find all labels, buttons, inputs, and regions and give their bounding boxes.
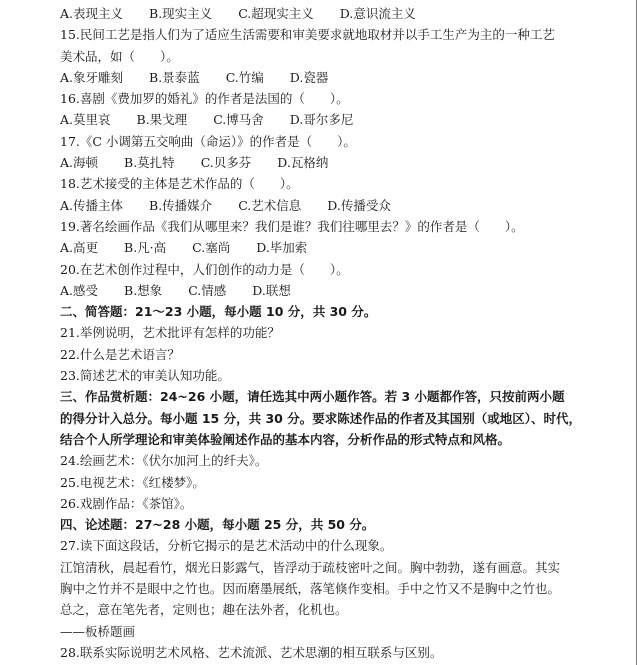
passage-line: 总之，意在笔先者，定则也；趣在法外者，化机也。	[60, 602, 348, 618]
question-25: 25.电视艺术：《红楼梦》。	[60, 474, 205, 490]
question-19: 19.著名绘画作品《我们从哪里来？我们是谁？我们往哪里去？》的作者是（ ）。	[60, 218, 524, 234]
section-heading: 四、论述题：27~28 小题，每小题 25 分，共 50 分。	[60, 517, 375, 533]
options-row	[60, 195, 617, 216]
question-27: 27.读下面这段话，分析它揭示的是艺术活动中的什么现象。	[60, 538, 393, 554]
question-18: 18.艺术接受的主体是艺术作品的（ ）。	[60, 176, 299, 192]
option: A.高更	[60, 240, 99, 256]
options-row	[60, 3, 617, 24]
option: A.传播主体	[60, 197, 124, 213]
option: D.瓦格纳	[277, 155, 329, 171]
option: A.象牙雕刻	[60, 69, 124, 85]
option: D.联想	[252, 282, 291, 298]
option: C.塞尚	[192, 240, 231, 256]
option: B.果戈理	[136, 112, 188, 128]
question-24: 24.绘画艺术：《伏尔加河上的纤夫》。	[60, 453, 268, 469]
options-row	[60, 152, 617, 173]
section-heading: 三、作品赏析题：24~26 小题，请任选其中两小题作答。若 3 小题都作答，只按前两小题	[60, 389, 565, 405]
question-16: 16.喜剧《费加罗的婚礼》的作者是法国的（ ）。	[60, 91, 349, 107]
option: A.表现主义	[60, 6, 124, 21]
section-heading: 二、简答题：21～23 小题，每小题 10 分，共 30 分。	[60, 304, 377, 320]
options-row	[60, 280, 617, 301]
passage-attribution: ——板桥题画	[60, 623, 136, 639]
options-row	[60, 109, 617, 130]
option: D.瓷器	[289, 69, 329, 85]
option: D.意识流主义	[339, 6, 416, 21]
option: B.景泰蓝	[149, 69, 200, 85]
question-22: 22.什么是艺术语言？	[60, 346, 180, 362]
question-15: 15.民间工艺是指人们为了适应生活需要和审美要求就地取材并以手工生产为主的一种工艺	[60, 27, 555, 43]
options-row	[60, 237, 617, 258]
option: C.贝多芬	[200, 155, 252, 171]
passage-line: 江馆清秋，晨起看竹，烟光日影露气，皆浮动于疏枝密叶之间。胸中勃勃，遂有画意。其实	[60, 559, 561, 575]
options-row	[60, 67, 617, 88]
option: B.想象	[124, 282, 163, 298]
option: A.感受	[60, 282, 99, 298]
option: B.传播媒介	[149, 197, 213, 213]
section-instructions: 的得分计入总分。每小题 15 分，共 30 分。要求陈述作品的作者及其国别（或地区）、时代，	[60, 410, 581, 426]
option: D.毕加索	[256, 240, 308, 256]
option: B.现实主义	[149, 6, 213, 21]
section-instructions: 结合个人所学理论和审美体验阐述作品的基本内容，分析作品的形式特点和风格。	[60, 431, 511, 447]
question-20: 20.在艺术创作过程中，人们创作的动力是（ ）。	[60, 261, 349, 277]
option: C.超现实主义	[238, 6, 314, 21]
option: B.莫扎特	[124, 155, 175, 171]
option: D.传播受众	[327, 197, 391, 213]
question-28: 28.联系实际说明艺术风格、艺术流派、艺术思潮的相互联系与区别。	[60, 644, 443, 660]
option: D.哥尔多尼	[289, 112, 354, 128]
question-26: 26.戏剧作品：《茶馆》。	[60, 495, 193, 511]
question-21: 21.举例说明，艺术批评有怎样的功能？	[60, 325, 280, 341]
option: C.竹编	[225, 69, 264, 85]
passage-line: 胸中之竹并不是眼中之竹也。因而磨墨展纸，落笔倏作变相。手中之竹又不是胸中之竹也。	[60, 581, 561, 597]
option: A.莫里哀	[60, 112, 111, 128]
option: B.凡·高	[124, 240, 167, 256]
option: C.情感	[188, 282, 227, 298]
question-17: 17.《C 小调第五交响曲（命运）》的作者是（ ）。	[60, 133, 356, 149]
question-23: 23.简述艺术的审美认知功能。	[60, 368, 230, 384]
option: C.博马舍	[213, 112, 264, 128]
option: A.海顿	[60, 155, 99, 171]
question-15-cont: 美术品，如（ ）。	[60, 48, 179, 64]
option: C.艺术信息	[238, 197, 302, 213]
